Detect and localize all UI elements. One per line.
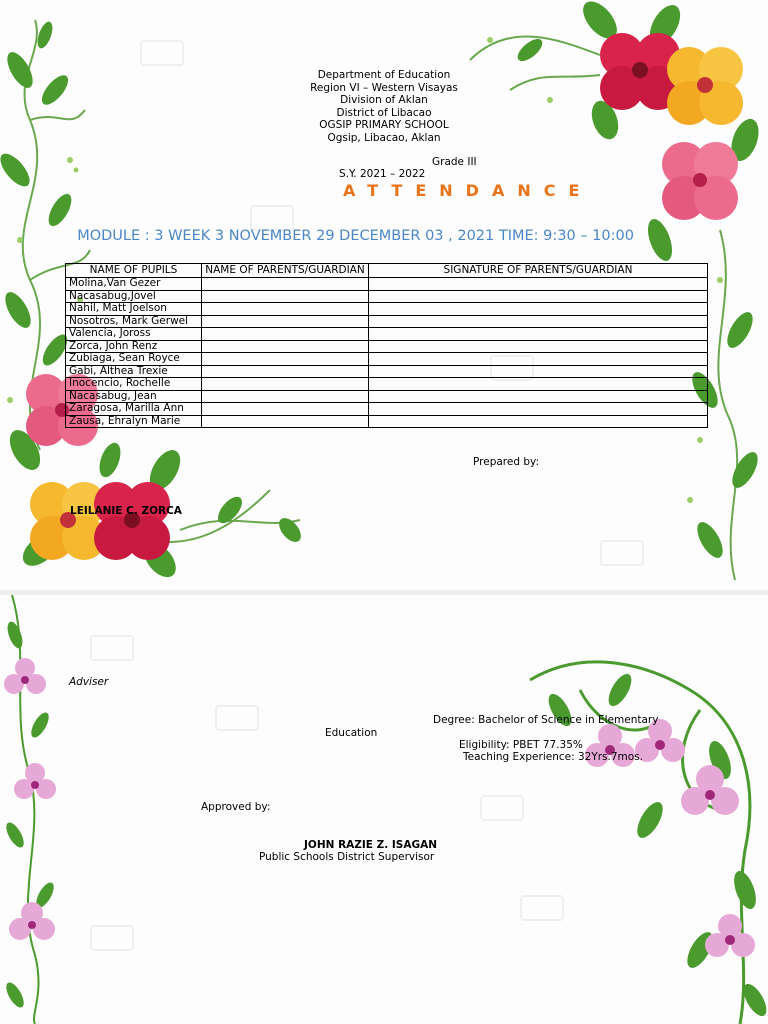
- school-header: [284, 69, 484, 144]
- pupil-name-cell: Zubiaga, Sean Royce: [66, 353, 202, 366]
- table-row: [66, 415, 708, 428]
- preparer-role: Adviser: [69, 676, 109, 688]
- table-row: [66, 303, 708, 316]
- module-schedule-text: MODULE : 3 WEEK 3 NOVEMBER 29 DECEMBER 03 , 2021 TIME: 9:30 – 10:00: [77, 228, 634, 244]
- watermark-stamp: [140, 40, 184, 66]
- orchid-flower: [9, 902, 55, 940]
- pupil-name-cell: Molina,Van Gezer: [66, 278, 202, 291]
- table-row: [66, 378, 708, 391]
- grade-level: Grade III: [432, 156, 477, 168]
- header-line: Division of Aklan: [340, 94, 428, 106]
- guardian-name-cell[interactable]: [202, 340, 369, 353]
- pupil-name-cell: Zausa, Ehralyn Marie: [66, 415, 202, 428]
- signature-cell[interactable]: [369, 315, 708, 328]
- signature-cell[interactable]: [369, 328, 708, 341]
- pupil-name-cell: Nacasabug, Jean: [66, 390, 202, 403]
- left-orchid-decoration: [0, 595, 70, 1024]
- guardian-name-cell[interactable]: [202, 278, 369, 291]
- guardian-name-cell[interactable]: [202, 328, 369, 341]
- attendance-table: [65, 263, 708, 428]
- signature-cell[interactable]: [369, 390, 708, 403]
- watermark-stamp: [90, 925, 134, 951]
- signature-cell[interactable]: [369, 365, 708, 378]
- pink-flower: [662, 142, 738, 220]
- yellow-flower: [30, 482, 106, 560]
- module-schedule: [68, 227, 678, 245]
- pupil-name-cell: Nosotros, Mark Gerwel: [66, 315, 202, 328]
- preparer-eligibility: Eligibility: PBET 77.35%: [459, 739, 583, 751]
- school-year: S.Y. 2021 – 2022: [339, 168, 426, 180]
- signature-cell[interactable]: [369, 403, 708, 416]
- guardian-name-cell[interactable]: [202, 378, 369, 391]
- header-line: Ogsip, Libacao, Aklan: [327, 131, 441, 144]
- header-line: District of Libacao: [336, 106, 432, 119]
- column-header: SIGNATURE OF PARENTS/GUARDIAN: [369, 264, 708, 278]
- signature-cell[interactable]: [369, 340, 708, 353]
- table-row: [66, 365, 708, 378]
- signatory-page: [0, 595, 768, 1024]
- signature-cell[interactable]: [369, 290, 708, 303]
- signature-cell[interactable]: [369, 378, 708, 391]
- red-flower: [94, 482, 170, 560]
- watermark-stamp: [215, 705, 259, 731]
- table-row: [66, 315, 708, 328]
- pupil-name-cell: Gabi, Althea Trexie: [66, 365, 202, 378]
- table-row: [66, 328, 708, 341]
- table-row: [66, 353, 708, 366]
- signature-cell[interactable]: [369, 303, 708, 316]
- guardian-name-cell[interactable]: [202, 353, 369, 366]
- table-row: [66, 390, 708, 403]
- orchid-flower: [705, 914, 755, 957]
- table-header-row: [66, 264, 708, 278]
- approver-name: JOHN RAZIE Z. ISAGAN: [304, 839, 438, 851]
- guardian-name-cell[interactable]: [202, 303, 369, 316]
- table-row: [66, 403, 708, 416]
- guardian-name-cell[interactable]: [202, 315, 369, 328]
- pupil-name-cell: Zaragosa, Marilla Ann: [66, 403, 202, 416]
- pupil-name-cell: Zorca, John Renz: [66, 340, 202, 353]
- pupil-name-cell: Nahil, Matt Joelson: [66, 303, 202, 316]
- guardian-name-cell[interactable]: [202, 290, 369, 303]
- right-orchid-decoration: [520, 650, 768, 1024]
- approver-title: Public Schools District Supervisor: [259, 851, 435, 863]
- guardian-name-cell[interactable]: [202, 390, 369, 403]
- approved-by-label: Approved by:: [201, 801, 271, 813]
- preparer-experience: Teaching Experience: 32Yrs.7mos.: [463, 751, 643, 763]
- preparer-degree: Degree: Bachelor of Science in Elementary Education: [325, 714, 659, 739]
- orchid-flower: [4, 658, 46, 694]
- watermark-stamp: [480, 795, 524, 821]
- table-row: [66, 340, 708, 353]
- pupil-name-cell: Valencia, Joross: [66, 328, 202, 341]
- signature-cell[interactable]: [369, 353, 708, 366]
- prepared-by-label: Prepared by:: [473, 456, 539, 468]
- signature-cell[interactable]: [369, 415, 708, 428]
- preparer-name: LEILANIE C. ZORCA: [70, 505, 182, 517]
- pupil-name-cell: Nacasabug,Jovel: [66, 290, 202, 303]
- page-title: ATTENDANCE: [343, 181, 593, 200]
- header-line: Department of Education: [317, 69, 451, 81]
- column-header: NAME OF PARENTS/GUARDIAN: [202, 264, 369, 278]
- yellow-flower: [667, 47, 743, 125]
- watermark-stamp: [90, 635, 134, 661]
- table-row: [66, 290, 708, 303]
- guardian-name-cell[interactable]: [202, 403, 369, 416]
- header-line: OGSIP PRIMARY SCHOOL: [319, 119, 449, 131]
- header-line: Region VI – Western Visayas: [310, 81, 458, 94]
- guardian-name-cell[interactable]: [202, 415, 369, 428]
- orchid-flower: [14, 763, 56, 799]
- column-header: NAME OF PUPILS: [66, 264, 202, 278]
- pupil-name-cell: Inocencio, Rochelle: [66, 378, 202, 391]
- guardian-name-cell[interactable]: [202, 365, 369, 378]
- table-row: [66, 278, 708, 291]
- signature-cell[interactable]: [369, 278, 708, 291]
